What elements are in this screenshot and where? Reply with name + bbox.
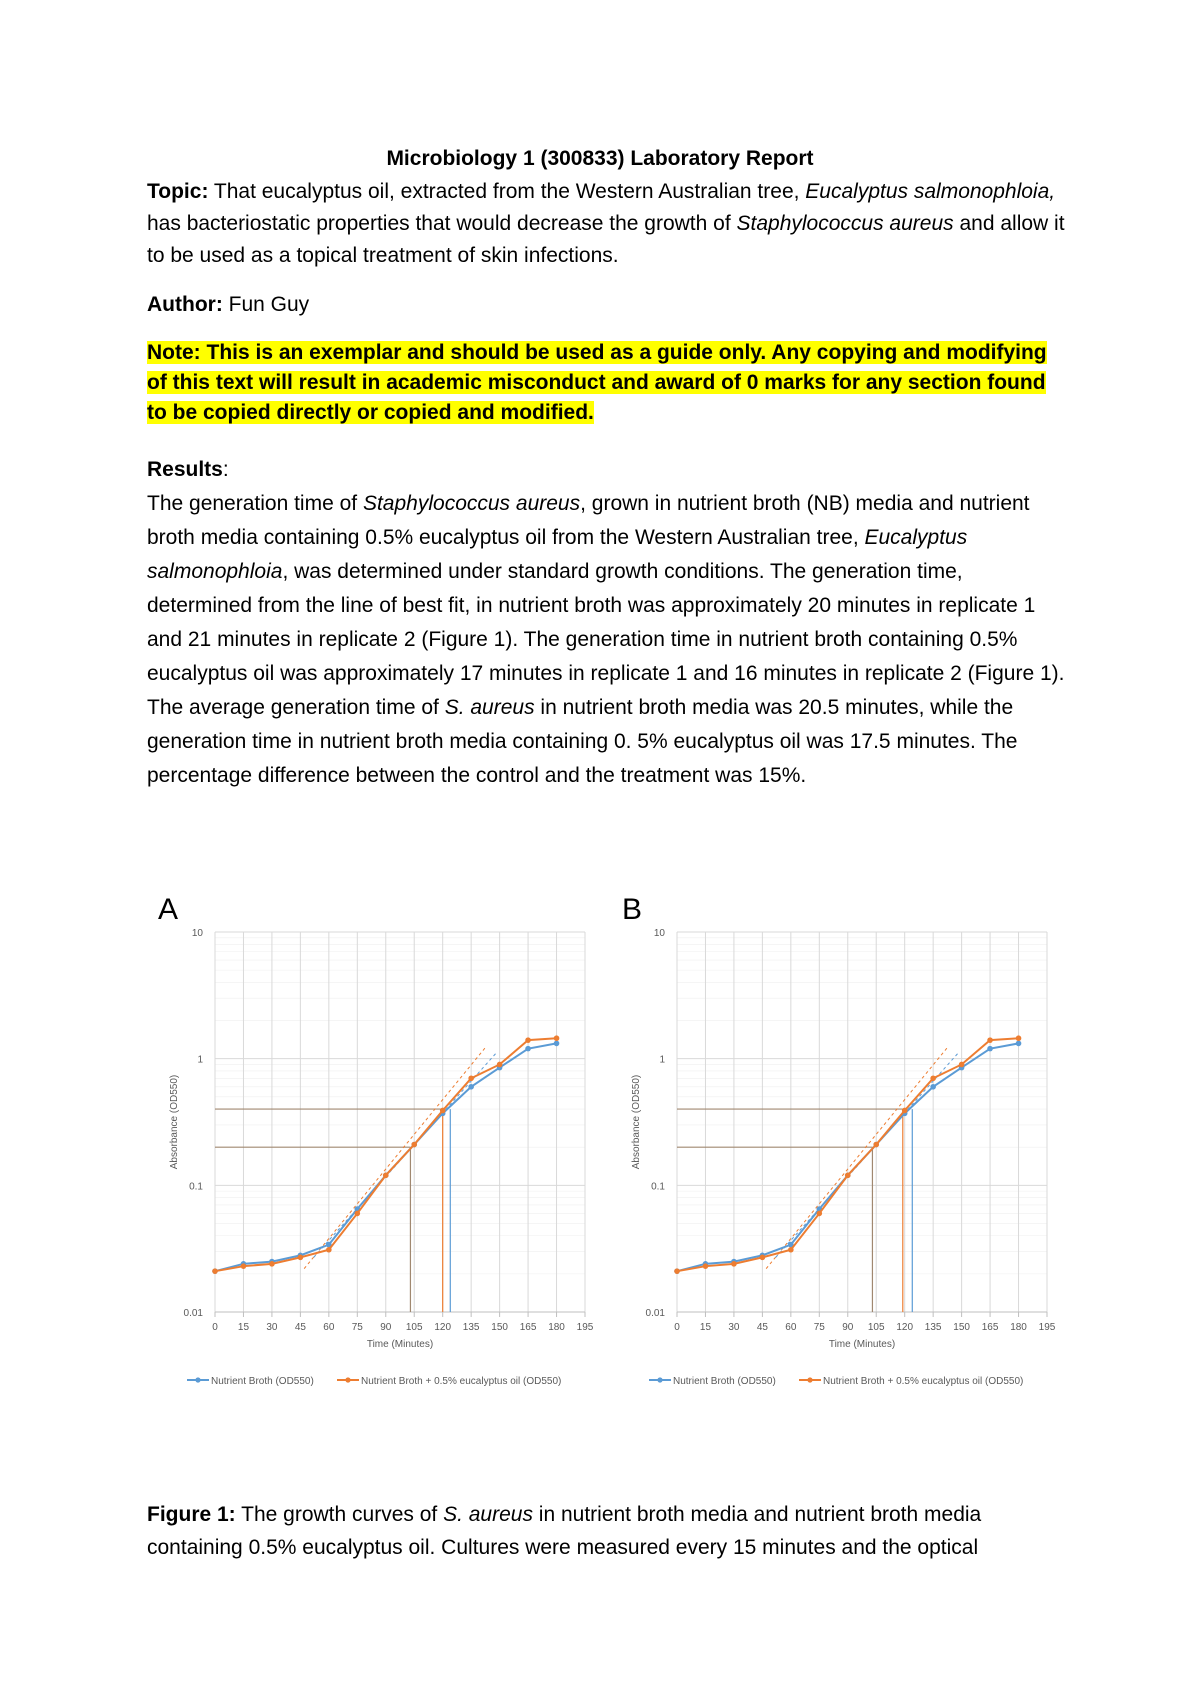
y-axis-label: Absorbance (OD550) bbox=[631, 1074, 642, 1170]
data-point bbox=[1016, 1041, 1022, 1047]
data-point bbox=[674, 1268, 680, 1274]
data-point bbox=[241, 1263, 247, 1269]
results-text-4: in nutrient broth media was 20.5 minutes, while the generation time in nutrient broth media containing 0. 5% eucalyptus oil was 17.5 minutes. The percentage difference between the control and the treatment was 15%. bbox=[147, 696, 1018, 787]
x-tick-label: 60 bbox=[785, 1322, 797, 1333]
results-text-1: The generation time of bbox=[147, 492, 363, 515]
x-tick-label: 90 bbox=[380, 1322, 392, 1333]
x-tick-label: 45 bbox=[294, 1322, 306, 1333]
x-tick-label: 75 bbox=[351, 1322, 363, 1333]
x-tick-label: 105 bbox=[405, 1322, 423, 1333]
results-paragraph bbox=[147, 487, 1067, 793]
x-tick-label: 120 bbox=[896, 1322, 914, 1333]
panel-letter-a: A bbox=[158, 893, 179, 926]
results-species-1: Staphylococcus aureus bbox=[362, 492, 581, 515]
data-point bbox=[468, 1075, 474, 1081]
data-point bbox=[959, 1062, 965, 1068]
topic-text-3: and allow it to be used as a topical treatment of skin infections. bbox=[147, 212, 1065, 267]
topic-label: Topic: bbox=[147, 180, 209, 203]
panel-letter-b: B bbox=[622, 893, 643, 926]
y-axis-label: Absorbance (OD550) bbox=[169, 1074, 180, 1170]
y-tick-label: 10 bbox=[191, 928, 203, 939]
results-heading-text: Results bbox=[147, 458, 223, 481]
report-title: Microbiology 1 (300833) Laboratory Report bbox=[386, 147, 814, 170]
x-axis-label: Time (Minutes) bbox=[366, 1339, 434, 1350]
data-point bbox=[554, 1035, 560, 1041]
x-tick-label: 0 bbox=[674, 1322, 680, 1333]
x-tick-label: 15 bbox=[699, 1322, 712, 1333]
y-tick-label: 1 bbox=[659, 1054, 665, 1066]
x-tick-label: 90 bbox=[842, 1322, 854, 1333]
trendline bbox=[766, 1046, 948, 1268]
x-tick-label: 135 bbox=[462, 1322, 480, 1333]
topic-species-2: Staphylococcus aureus bbox=[736, 212, 954, 235]
author-label: Author: bbox=[147, 293, 223, 316]
y-tick-label: 0.1 bbox=[189, 1181, 203, 1193]
data-point bbox=[902, 1108, 908, 1114]
note-highlight: Note: This is an exemplar and should be used as a guide only. Any copying and modifying of this text will result in academic misconduct and award of 0 marks for any section found to be copied directly or copied and modified. bbox=[147, 341, 1047, 424]
results-species-2: Eucalyptus salmonophloia bbox=[147, 526, 968, 583]
data-point bbox=[468, 1084, 474, 1090]
x-tick-label: 180 bbox=[1010, 1322, 1027, 1333]
figure-caption bbox=[147, 1498, 1067, 1564]
growth-chart-b bbox=[602, 920, 1062, 1420]
results-text-2: , grown in nutrient broth (NB) media and nutrient broth media containing 0.5% eucalyptus oil from the Western Australian tree, bbox=[147, 492, 1030, 549]
x-tick-label: 30 bbox=[728, 1322, 740, 1333]
data-point bbox=[703, 1263, 709, 1269]
y-tick-label: 0.01 bbox=[183, 1308, 203, 1319]
data-point bbox=[497, 1062, 503, 1068]
data-point bbox=[1016, 1035, 1022, 1041]
data-point bbox=[930, 1084, 936, 1090]
legend-label: Nutrient Broth + 0.5% eucalyptus oil (OD550) bbox=[823, 1376, 1024, 1387]
x-tick-label: 195 bbox=[1038, 1322, 1056, 1333]
x-tick-label: 45 bbox=[756, 1322, 768, 1333]
legend-label: Nutrient Broth + 0.5% eucalyptus oil (OD550) bbox=[361, 1376, 562, 1387]
x-tick-label: 135 bbox=[924, 1322, 942, 1333]
legend-marker bbox=[345, 1377, 350, 1382]
results-text-3: , was determined under standard growth conditions. The generation time, determined from the line of best fit, in nutrient broth was approximately 20 minutes in replicate 1 and 21 minutes in replicate 2 (Figure 1). The generation time in nutrient broth containing 0.5% eucalyptus oil was approximately 17 minutes in replicate 1 and 16 minutes in replicate 2 (Figure 1). The average generation time of bbox=[147, 560, 1065, 719]
caption-species: S. aureus bbox=[443, 1503, 533, 1526]
growth-chart-a bbox=[140, 920, 600, 1420]
legend-marker bbox=[195, 1377, 200, 1382]
x-tick-label: 0 bbox=[212, 1322, 218, 1333]
x-tick-label: 15 bbox=[237, 1322, 250, 1333]
caption-text-2: in nutrient broth media and nutrient broth media containing 0.5% eucalyptus oil. Cultures were measured every 15 minutes and the optical bbox=[147, 1503, 982, 1559]
exemplar-note bbox=[147, 338, 1067, 428]
legend-marker bbox=[807, 1377, 812, 1382]
topic-species-1: Eucalyptus salmonophloia, bbox=[805, 180, 1056, 203]
data-point bbox=[355, 1211, 361, 1217]
results-heading bbox=[147, 453, 1067, 487]
x-tick-label: 105 bbox=[867, 1322, 885, 1333]
caption-label: Figure 1: bbox=[147, 1503, 236, 1526]
x-tick-label: 165 bbox=[981, 1322, 999, 1333]
data-point bbox=[525, 1046, 531, 1052]
topic-text-2: has bacteriostatic properties that would decrease the growth of bbox=[147, 212, 737, 235]
data-point bbox=[788, 1247, 794, 1253]
x-tick-label: 75 bbox=[813, 1322, 825, 1333]
x-tick-label: 165 bbox=[519, 1322, 537, 1333]
caption-text-1: The growth curves of bbox=[235, 1503, 444, 1526]
topic-paragraph bbox=[147, 176, 1067, 272]
data-point bbox=[845, 1173, 851, 1179]
x-tick-label: 150 bbox=[491, 1322, 508, 1333]
data-point bbox=[269, 1261, 275, 1267]
topic-text-1: That eucalyptus oil, extracted from the Western Australian tree, bbox=[208, 180, 806, 203]
x-tick-label: 180 bbox=[548, 1322, 565, 1333]
data-point bbox=[298, 1255, 304, 1261]
legend-marker bbox=[657, 1377, 662, 1382]
y-tick-label: 1 bbox=[197, 1054, 203, 1066]
trendline bbox=[304, 1046, 486, 1268]
data-point bbox=[212, 1268, 218, 1274]
legend-label: Nutrient Broth (OD550) bbox=[673, 1376, 776, 1387]
x-tick-label: 195 bbox=[576, 1322, 594, 1333]
author-line bbox=[147, 288, 1067, 322]
data-point bbox=[731, 1261, 737, 1267]
results-section bbox=[147, 453, 1067, 793]
results-species-3: S. aureus bbox=[444, 696, 535, 719]
data-point bbox=[930, 1075, 936, 1081]
data-point bbox=[383, 1173, 389, 1179]
data-point bbox=[554, 1041, 560, 1047]
x-tick-label: 60 bbox=[323, 1322, 335, 1333]
y-tick-label: 0.1 bbox=[651, 1181, 665, 1193]
x-axis-label: Time (Minutes) bbox=[828, 1339, 896, 1350]
data-point bbox=[873, 1142, 879, 1148]
data-point bbox=[817, 1211, 823, 1217]
data-point bbox=[411, 1142, 417, 1148]
x-tick-label: 150 bbox=[953, 1322, 970, 1333]
data-point bbox=[525, 1037, 531, 1043]
data-point bbox=[440, 1108, 446, 1114]
y-tick-label: 10 bbox=[653, 928, 665, 939]
results-heading-colon: : bbox=[222, 458, 229, 481]
data-point bbox=[987, 1037, 993, 1043]
author-name: Fun Guy bbox=[222, 293, 310, 316]
x-tick-label: 30 bbox=[266, 1322, 278, 1333]
data-point bbox=[760, 1255, 766, 1261]
data-point bbox=[326, 1247, 332, 1253]
y-tick-label: 0.01 bbox=[645, 1308, 665, 1319]
data-point bbox=[987, 1046, 993, 1052]
legend-label: Nutrient Broth (OD550) bbox=[211, 1376, 314, 1387]
x-tick-label: 120 bbox=[434, 1322, 452, 1333]
